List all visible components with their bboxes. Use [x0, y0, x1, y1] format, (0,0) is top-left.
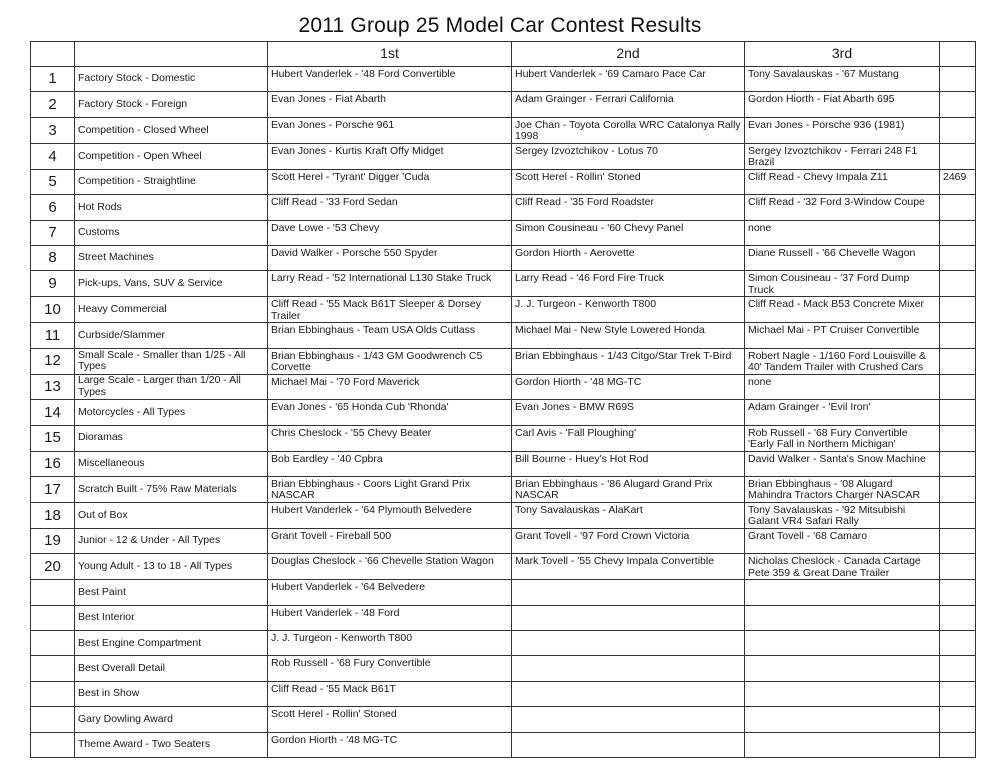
first-place-winner: Larry Read - '52 International L130 Stake Truck	[268, 271, 512, 297]
first-place-winner: Brian Ebbinghaus - 1/43 GM Goodwrench C5 Corvette	[268, 348, 512, 374]
third-place-winner: Diane Russell - '66 Chevelle Wagon	[745, 245, 940, 270]
row-number: 1	[31, 67, 75, 92]
second-place-winner: Michael Mai - New Style Lowered Honda	[512, 323, 745, 348]
second-place-winner	[512, 605, 745, 630]
first-place-winner: Cliff Read - '55 Mack B61T	[268, 681, 512, 706]
second-place-winner: Sergey Izvoztchikov - Lotus 70	[512, 143, 745, 169]
table-row	[31, 451, 976, 476]
second-place-winner: Adam Grainger - Ferrari California	[512, 92, 745, 117]
row-number	[31, 580, 75, 605]
category-label: Best Paint	[75, 580, 268, 605]
first-place-winner: Evan Jones - '65 Honda Cub 'Rhonda'	[268, 400, 512, 425]
third-place-winner: none	[745, 220, 940, 245]
extra-note	[940, 580, 976, 605]
category-label: Theme Award - Two Seaters	[75, 732, 268, 757]
category-label: Pick-ups, Vans, SUV & Service	[75, 271, 268, 297]
extra-note	[940, 554, 976, 580]
third-place-winner	[745, 656, 940, 681]
extra-note	[940, 245, 976, 270]
category-label: Competition - Open Wheel	[75, 143, 268, 169]
row-number: 20	[31, 554, 75, 580]
second-place-winner: Hubert Vanderlek - '69 Camaro Pace Car	[512, 67, 745, 92]
header-extra-cell	[940, 42, 976, 67]
header-row	[31, 42, 976, 67]
second-place-winner: Simon Cousineau - '60 Chevy Panel	[512, 220, 745, 245]
third-place-winner: Nicholas Cheslock - Canada Cartage Pete 359 & Great Dane Trailer	[745, 554, 940, 580]
second-place-winner: Brian Ebbinghaus - '86 Alugard Grand Prix NASCAR	[512, 476, 745, 502]
category-label: Street Machines	[75, 245, 268, 270]
second-place-winner: Scott Herel - Rollin' Stoned	[512, 169, 745, 194]
third-place-winner	[745, 580, 940, 605]
row-number: 9	[31, 271, 75, 297]
category-label: Competition - Straightline	[75, 169, 268, 194]
third-place-winner: Adam Grainger - 'Evil Iron'	[745, 400, 940, 425]
third-place-winner: Tony Savalauskas - '67 Mustang	[745, 67, 940, 92]
extra-note	[940, 502, 976, 528]
first-place-winner: Scott Herel - Rollin' Stoned	[268, 707, 512, 732]
table-row	[31, 169, 976, 194]
third-place-winner: Gordon Hiorth - Fiat Abarth 695	[745, 92, 940, 117]
table-row	[31, 732, 976, 757]
table-row	[31, 323, 976, 348]
first-place-winner: Hubert Vanderlek - '48 Ford Convertible	[268, 67, 512, 92]
table-row	[31, 476, 976, 502]
first-place-winner: David Walker - Porsche 550 Spyder	[268, 245, 512, 270]
first-place-winner: Cliff Read - '33 Ford Sedan	[268, 195, 512, 220]
third-place-winner: Evan Jones - Porsche 936 (1981)	[745, 117, 940, 143]
first-place-winner: Rob Russell - '68 Fury Convertible	[268, 656, 512, 681]
first-place-winner: Evan Jones - Kurtis Kraft Offy Midget	[268, 143, 512, 169]
extra-note	[940, 732, 976, 757]
extra-note	[940, 117, 976, 143]
third-place-winner	[745, 631, 940, 656]
extra-note	[940, 451, 976, 476]
row-number: 13	[31, 374, 75, 399]
row-number: 15	[31, 425, 75, 451]
second-place-winner: Bill Bourne - Huey's Hot Rod	[512, 451, 745, 476]
row-number	[31, 681, 75, 706]
row-number: 4	[31, 143, 75, 169]
table-row	[31, 67, 976, 92]
second-place-winner	[512, 656, 745, 681]
first-place-winner: Hubert Vanderlek - '64 Belvedere	[268, 580, 512, 605]
first-place-winner: Hubert Vanderlek - '48 Ford	[268, 605, 512, 630]
third-place-winner: Tony Savalauskas - '92 Mitsubishi Galant VR4 Safari Rally	[745, 502, 940, 528]
category-label: Miscellaneous	[75, 451, 268, 476]
category-label: Customs	[75, 220, 268, 245]
first-place-winner: Cliff Read - '55 Mack B61T Sleeper & Dorsey Trailer	[268, 297, 512, 323]
table-row	[31, 656, 976, 681]
table-row	[31, 374, 976, 399]
extra-note: 2469	[940, 169, 976, 194]
table-row	[31, 528, 976, 553]
table-row	[31, 271, 976, 297]
second-place-winner: Mark Tovell - '55 Chevy Impala Convertible	[512, 554, 745, 580]
row-number: 6	[31, 195, 75, 220]
second-place-winner: Grant Tovell - '97 Ford Crown Victoria	[512, 528, 745, 553]
category-label: Scratch Built - 75% Raw Materials	[75, 476, 268, 502]
category-label: Best Interior	[75, 605, 268, 630]
category-label: Competition - Closed Wheel	[75, 117, 268, 143]
row-number: 18	[31, 502, 75, 528]
category-label: Best Engine Compartment	[75, 631, 268, 656]
extra-note	[940, 143, 976, 169]
category-label: Hot Rods	[75, 195, 268, 220]
second-place-winner: Carl Avis - 'Fall Ploughing'	[512, 425, 745, 451]
row-number	[31, 707, 75, 732]
header-num-cell	[31, 42, 75, 67]
category-label: Small Scale - Smaller than 1/25 - All Types	[75, 348, 268, 374]
second-place-winner: Cliff Read - '35 Ford Roadster	[512, 195, 745, 220]
category-label: Dioramas	[75, 425, 268, 451]
extra-note	[940, 476, 976, 502]
extra-note	[940, 605, 976, 630]
table-row	[31, 220, 976, 245]
first-place-winner: Evan Jones - Porsche 961	[268, 117, 512, 143]
extra-note	[940, 631, 976, 656]
second-place-winner	[512, 681, 745, 706]
first-place-winner: Hubert Vanderlek - '64 Plymouth Belvedere	[268, 502, 512, 528]
third-place-winner: Cliff Read - Mack B53 Concrete Mixer	[745, 297, 940, 323]
table-row	[31, 348, 976, 374]
category-label: Best Overall Detail	[75, 656, 268, 681]
third-place-winner	[745, 605, 940, 630]
third-place-winner: Cliff Read - '32 Ford 3-Window Coupe	[745, 195, 940, 220]
row-number	[31, 605, 75, 630]
header-second: 2nd	[512, 42, 745, 67]
second-place-winner: Joe Chan - Toyota Corolla WRC Catalonya Rally 1998	[512, 117, 745, 143]
table-row	[31, 425, 976, 451]
row-number: 12	[31, 348, 75, 374]
table-row	[31, 681, 976, 706]
extra-note	[940, 195, 976, 220]
row-number: 16	[31, 451, 75, 476]
first-place-winner: J. J. Turgeon - Kenworth T800	[268, 631, 512, 656]
category-label: Factory Stock - Domestic	[75, 67, 268, 92]
third-place-winner: Brian Ebbinghaus - '08 Alugard Mahindra Tractors Charger NASCAR	[745, 476, 940, 502]
extra-note	[940, 374, 976, 399]
third-place-winner: Robert Nagle - 1/160 Ford Louisville & 40' Tandem Trailer with Crushed Cars	[745, 348, 940, 374]
second-place-winner	[512, 631, 745, 656]
third-place-winner: Rob Russell - '68 Fury Convertible 'Early Fall in Northern Michigan'	[745, 425, 940, 451]
row-number	[31, 732, 75, 757]
extra-note	[940, 707, 976, 732]
third-place-winner: Michael Mai - PT Cruiser Convertible	[745, 323, 940, 348]
first-place-winner: Scott Herel - 'Tyrant' Digger 'Cuda	[268, 169, 512, 194]
table-row	[31, 631, 976, 656]
extra-note	[940, 323, 976, 348]
first-place-winner: Grant Tovell - Fireball 500	[268, 528, 512, 553]
row-number: 7	[31, 220, 75, 245]
table-row	[31, 502, 976, 528]
first-place-winner: Brian Ebbinghaus - Coors Light Grand Prix NASCAR	[268, 476, 512, 502]
extra-note	[940, 681, 976, 706]
second-place-winner: J. J. Turgeon - Kenworth T800	[512, 297, 745, 323]
third-place-winner	[745, 732, 940, 757]
category-label: Motorcycles - All Types	[75, 400, 268, 425]
second-place-winner: Evan Jones - BMW R69S	[512, 400, 745, 425]
second-place-winner: Larry Read - '46 Ford Fire Truck	[512, 271, 745, 297]
first-place-winner: Bob Eardley - '40 Cpbra	[268, 451, 512, 476]
header-first: 1st	[268, 42, 512, 67]
third-place-winner: Grant Tovell - '68 Camaro	[745, 528, 940, 553]
table-row	[31, 245, 976, 270]
third-place-winner: Simon Cousineau - '37 Ford Dump Truck	[745, 271, 940, 297]
first-place-winner: Douglas Cheslock - '66 Chevelle Station Wagon	[268, 554, 512, 580]
row-number: 2	[31, 92, 75, 117]
category-label: Factory Stock - Foreign	[75, 92, 268, 117]
second-place-winner: Gordon Hiorth - '48 MG-TC	[512, 374, 745, 399]
extra-note	[940, 92, 976, 117]
table-row	[31, 707, 976, 732]
extra-note	[940, 220, 976, 245]
row-number	[31, 631, 75, 656]
second-place-winner: Tony Savalauskas - AlaKart	[512, 502, 745, 528]
third-place-winner: Sergey Izvoztchikov - Ferrari 248 F1 Brazil	[745, 143, 940, 169]
row-number: 17	[31, 476, 75, 502]
row-number: 3	[31, 117, 75, 143]
third-place-winner: none	[745, 374, 940, 399]
category-label: Out of Box	[75, 502, 268, 528]
table-row	[31, 117, 976, 143]
header-third: 3rd	[745, 42, 940, 67]
first-place-winner: Dave Lowe - '53 Chevy	[268, 220, 512, 245]
first-place-winner: Gordon Hiorth - '48 MG-TC	[268, 732, 512, 757]
extra-note	[940, 348, 976, 374]
second-place-winner	[512, 732, 745, 757]
row-number: 10	[31, 297, 75, 323]
category-label: Junior - 12 & Under - All Types	[75, 528, 268, 553]
row-number: 11	[31, 323, 75, 348]
first-place-winner: Brian Ebbinghaus - Team USA Olds Cutlass	[268, 323, 512, 348]
category-label: Heavy Commercial	[75, 297, 268, 323]
third-place-winner: David Walker - Santa's Snow Machine	[745, 451, 940, 476]
row-number: 19	[31, 528, 75, 553]
row-number: 8	[31, 245, 75, 270]
table-row	[31, 580, 976, 605]
row-number: 14	[31, 400, 75, 425]
second-place-winner	[512, 707, 745, 732]
table-row	[31, 605, 976, 630]
category-label: Young Adult - 13 to 18 - All Types	[75, 554, 268, 580]
extra-note	[940, 297, 976, 323]
extra-note	[940, 271, 976, 297]
second-place-winner	[512, 580, 745, 605]
category-label: Gary Dowling Award	[75, 707, 268, 732]
row-number	[31, 656, 75, 681]
extra-note	[940, 67, 976, 92]
category-label: Curbside/Slammer	[75, 323, 268, 348]
page-title: 2011 Group 25 Model Car Contest Results	[298, 14, 702, 37]
table-row	[31, 143, 976, 169]
header-category-cell	[75, 42, 268, 67]
category-label: Best in Show	[75, 681, 268, 706]
extra-note	[940, 425, 976, 451]
first-place-winner: Evan Jones - Fiat Abarth	[268, 92, 512, 117]
third-place-winner: Cliff Read - Chevy Impala Z11	[745, 169, 940, 194]
second-place-winner: Gordon Hiorth - Aerovette	[512, 245, 745, 270]
category-label: Large Scale - Larger than 1/20 - All Types	[75, 374, 268, 399]
extra-note	[940, 528, 976, 553]
table-row	[31, 297, 976, 323]
extra-note	[940, 656, 976, 681]
results-table	[30, 41, 976, 758]
table-row	[31, 400, 976, 425]
table-row	[31, 195, 976, 220]
table-row	[31, 554, 976, 580]
first-place-winner: Chris Cheslock - '55 Chevy Beater	[268, 425, 512, 451]
extra-note	[940, 400, 976, 425]
third-place-winner	[745, 681, 940, 706]
row-number: 5	[31, 169, 75, 194]
first-place-winner: Michael Mai - '70 Ford Maverick	[268, 374, 512, 399]
third-place-winner	[745, 707, 940, 732]
table-row	[31, 92, 976, 117]
second-place-winner: Brian Ebbinghaus - 1/43 Citgo/Star Trek T-Bird	[512, 348, 745, 374]
